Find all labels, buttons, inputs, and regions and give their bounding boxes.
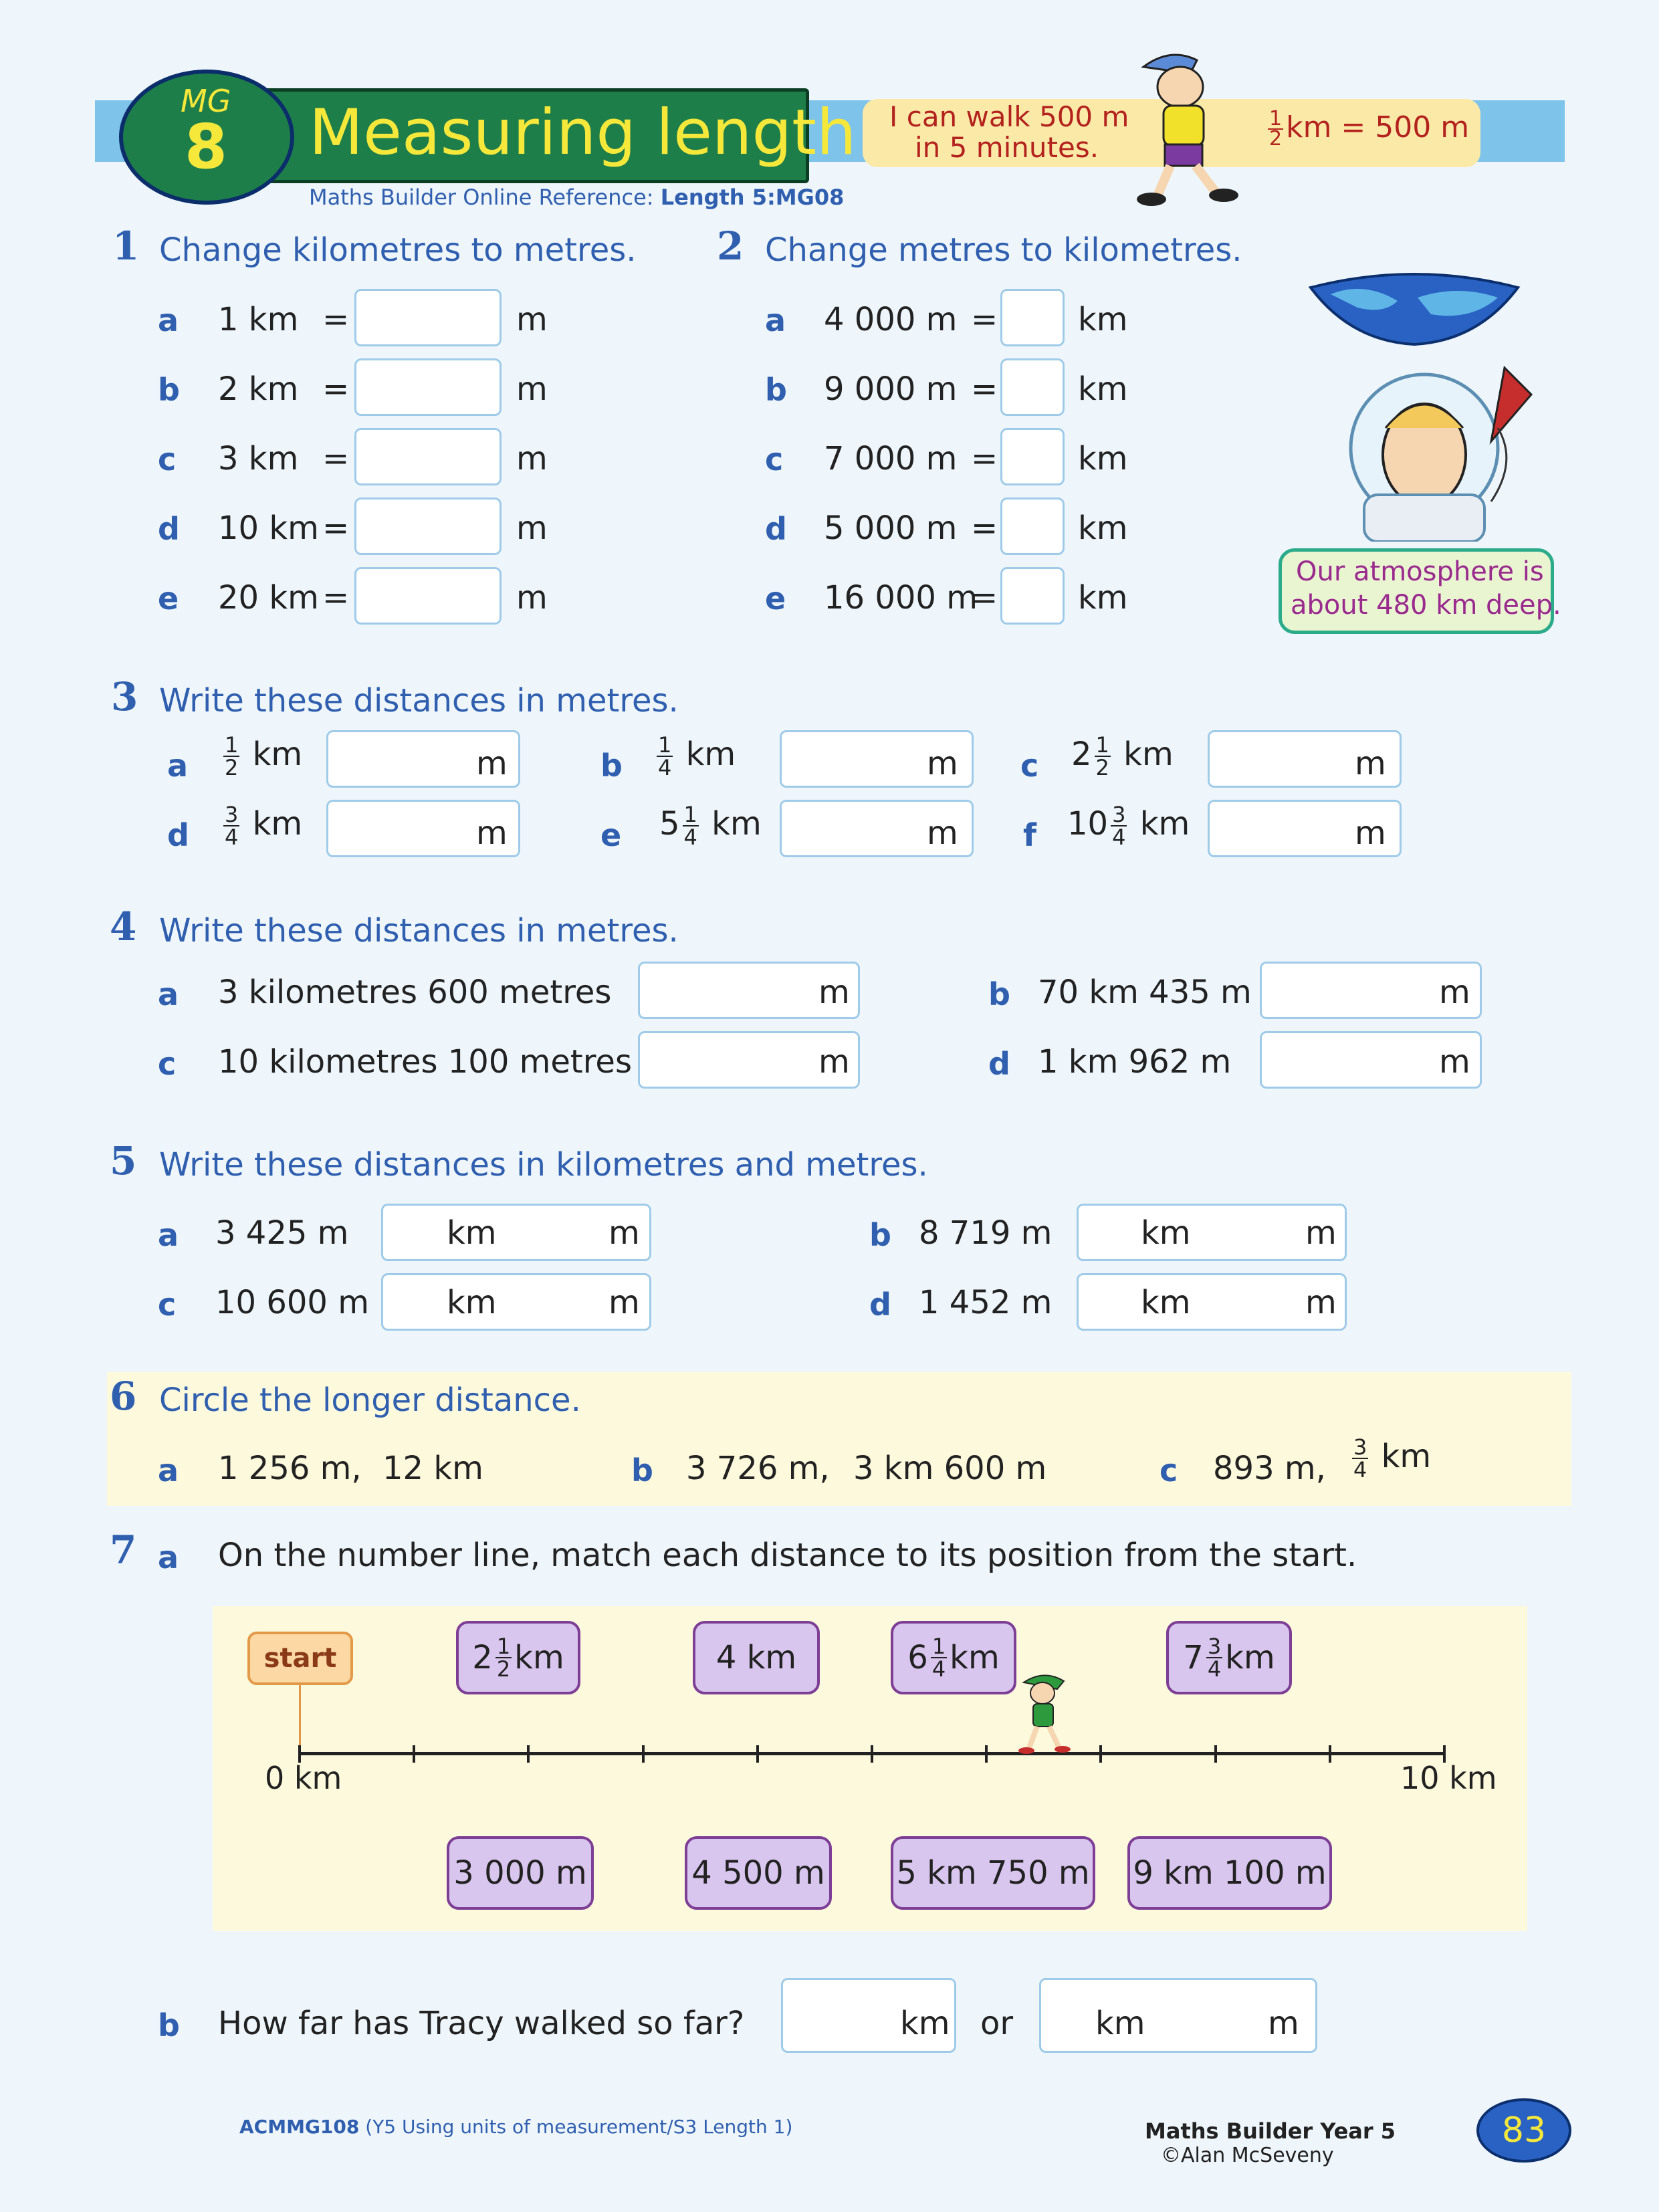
q1-b-value: 2 km — [218, 370, 299, 408]
q5-c-letter: c — [158, 1287, 177, 1323]
bottom-label-9km-100m[interactable]: 9 km 100 m — [1127, 1836, 1332, 1910]
q2-a-value: 4 000 m — [824, 301, 958, 338]
q1-instruction: Change kilometres to metres. — [159, 231, 637, 269]
number-line-tick — [1214, 1745, 1217, 1763]
q5-c-unit-km: km — [447, 1284, 497, 1321]
q1-a-eq: = — [322, 301, 350, 338]
q2-d-eq: = — [971, 510, 998, 547]
q1-e-unit: m — [516, 579, 548, 617]
q3-d-letter: d — [167, 817, 189, 853]
q4-b-letter: b — [988, 976, 1010, 1012]
q7-b-letter: b — [158, 2007, 180, 2043]
q3-f-value: 10 $\frac{3}{4}$ km — [1067, 802, 1190, 850]
q5-b-unit-m: m — [1305, 1214, 1337, 1252]
q1-a-value: 1 km — [218, 301, 299, 338]
number-line-tick — [1329, 1745, 1331, 1763]
q3-d-unit: m — [476, 814, 508, 852]
reference-label: Maths Builder Online Reference: — [309, 185, 654, 210]
q3-b-value: $\frac{1}{4}$ km — [658, 732, 736, 780]
q1-b-answer-box[interactable] — [354, 358, 502, 416]
q2-number: 2 — [717, 223, 744, 269]
q6-b-letter: b — [631, 1452, 653, 1488]
q5-a-value: 3 425 m — [215, 1214, 349, 1252]
q3-e-unit: m — [927, 814, 958, 852]
q7-number: 7 — [110, 1527, 137, 1573]
q7-b-or: or — [980, 2005, 1014, 2042]
q6-a-option1[interactable]: 1 256 m, — [218, 1450, 362, 1487]
q7-b-unit-km: km — [900, 2005, 950, 2042]
bottom-label-3000-m[interactable]: 3 000 m — [447, 1836, 594, 1910]
number-line-tick — [642, 1745, 645, 1763]
q1-number: 1 — [112, 223, 140, 269]
footer-book-title: Maths Builder Year 5 — [1145, 2118, 1396, 2144]
q2-a-letter: a — [765, 302, 786, 338]
q4-b-unit: m — [1439, 974, 1470, 1011]
q2-d-unit: km — [1078, 510, 1128, 547]
q7-a-letter: a — [158, 1539, 179, 1575]
walking-boy-illustration — [1117, 47, 1257, 207]
q2-c-unit: km — [1078, 440, 1128, 477]
q1-b-eq: = — [322, 370, 350, 408]
q2-b-eq: = — [971, 370, 998, 408]
q3-c-letter: c — [1020, 748, 1039, 784]
q2-b-answer-box[interactable] — [1000, 358, 1065, 416]
q6-c-option1[interactable]: 893 m, — [1213, 1450, 1326, 1487]
q1-a-answer-box[interactable] — [354, 289, 502, 346]
q2-c-eq: = — [971, 440, 998, 477]
astronaut-illustration — [1337, 354, 1551, 542]
q6-a-letter: a — [158, 1452, 179, 1488]
q2-a-eq: = — [971, 301, 998, 338]
q5-b-unit-km: km — [1141, 1214, 1191, 1252]
number-line-tick — [527, 1745, 530, 1763]
q3-c-value: 2 $\frac{1}{2}$ km — [1071, 732, 1174, 780]
q3-b-letter: b — [600, 748, 623, 784]
q5-a-letter: a — [158, 1217, 179, 1253]
number-line-tick — [871, 1745, 873, 1763]
q2-d-value: 5 000 m — [824, 510, 958, 547]
q3-a-letter: a — [167, 748, 189, 784]
curriculum-code: ACMMG108 — [239, 2116, 360, 2138]
q5-d-unit-km: km — [1141, 1284, 1191, 1321]
q2-c-answer-box[interactable] — [1000, 428, 1065, 485]
q1-c-eq: = — [322, 440, 350, 477]
q1-b-unit: m — [516, 370, 548, 408]
speech-text-2: in 5 minutes. — [915, 131, 1099, 164]
q1-c-letter: c — [158, 441, 177, 477]
bottom-label-5km-750m[interactable]: 5 km 750 m — [891, 1836, 1095, 1910]
reference-code[interactable]: Length 5:MG08 — [660, 185, 845, 210]
top-label-7-three-quarter-km[interactable]: 7 $\frac{3}{4}$ km — [1166, 1621, 1292, 1694]
q3-a-value: $\frac{1}{2}$ km — [225, 732, 303, 780]
start-label: start — [263, 1643, 337, 1674]
earth-atmosphere-illustration — [1304, 267, 1525, 348]
q2-d-answer-box[interactable] — [1000, 497, 1065, 555]
q1-c-unit: m — [516, 440, 548, 477]
q5-instruction: Write these distances in kilometres and metres. — [159, 1146, 928, 1184]
page-title: Measuring length — [309, 96, 857, 169]
q4-d-letter: d — [988, 1046, 1010, 1082]
q3-a-unit: m — [476, 745, 508, 782]
q4-d-value: 1 km 962 m — [1038, 1043, 1232, 1081]
speech-text-1: I can walk 500 m — [889, 100, 1129, 133]
q2-d-letter: d — [765, 511, 787, 547]
q5-number: 5 — [110, 1138, 137, 1184]
q6-a-option2[interactable]: 12 km — [382, 1450, 483, 1487]
q2-e-unit: km — [1078, 579, 1128, 617]
top-label-4-km[interactable]: 4 km — [693, 1621, 820, 1694]
q2-instruction: Change metres to kilometres. — [765, 231, 1242, 269]
q5-d-letter: d — [869, 1287, 891, 1323]
q6-number: 6 — [110, 1373, 137, 1419]
badge-number: 8 — [185, 111, 228, 183]
q2-b-letter: b — [765, 372, 787, 408]
q5-d-unit-m: m — [1305, 1284, 1337, 1321]
q4-instruction: Write these distances in metres. — [159, 912, 679, 950]
q1-d-answer-box[interactable] — [354, 497, 502, 555]
q4-c-unit: m — [818, 1043, 850, 1081]
q6-instruction: Circle the longer distance. — [159, 1381, 581, 1419]
q3-f-letter: f — [1023, 817, 1037, 853]
q1-d-letter: d — [158, 511, 180, 547]
q5-a-unit-m: m — [609, 1214, 640, 1252]
q5-c-unit-m: m — [609, 1284, 640, 1321]
q1-e-eq: = — [322, 579, 350, 617]
q1-e-letter: e — [158, 580, 179, 617]
badge-top: MG — [181, 83, 231, 119]
q1-d-unit: m — [516, 510, 548, 547]
q6-c-option2[interactable]: $\frac{3}{4}$ km — [1353, 1434, 1432, 1482]
fact-text: $\frac{1}{2}$ km = 500 m — [1269, 107, 1470, 150]
number-line-end-label: 10 km — [1400, 1760, 1497, 1796]
q2-e-eq: = — [971, 579, 998, 617]
q2-e-answer-box[interactable] — [1000, 567, 1065, 625]
astronaut-note-line2: about 480 km deep. — [1291, 590, 1561, 621]
q1-b-letter: b — [158, 372, 180, 408]
q3-c-unit: m — [1355, 745, 1386, 782]
q3-e-value: 5 $\frac{1}{4}$ km — [659, 802, 762, 850]
q3-e-letter: e — [600, 817, 622, 853]
q1-c-answer-box[interactable] — [354, 428, 502, 485]
q4-a-value: 3 kilometres 600 metres — [218, 974, 612, 1011]
q1-d-value: 10 km — [218, 510, 319, 547]
q7-a-instruction: On the number line, match each distance to its position from the start. — [218, 1537, 1357, 1574]
q2-b-unit: km — [1078, 370, 1128, 408]
q1-e-answer-box[interactable] — [354, 567, 502, 625]
q1-e-value: 20 km — [218, 579, 319, 617]
page-number: 83 — [1501, 2110, 1547, 2150]
q4-a-unit: m — [818, 974, 850, 1011]
q7-b-question: How far has Tracy walked so far? — [218, 2005, 745, 2042]
q1-c-value: 3 km — [218, 440, 299, 477]
footer-curriculum — [239, 2116, 792, 2138]
q2-e-value: 16 000 m — [824, 579, 978, 617]
q4-b-value: 70 km 435 m — [1038, 974, 1252, 1011]
q3-d-value: $\frac{3}{4}$ km — [225, 802, 303, 850]
q7-b-unit-km2: km — [1095, 2005, 1145, 2042]
page-number-badge — [1476, 2098, 1571, 2163]
q2-a-unit: km — [1078, 301, 1128, 338]
number-line-tick — [756, 1745, 759, 1763]
q6-b-option1[interactable]: 3 726 m, — [686, 1450, 830, 1487]
number-line-tick — [1099, 1745, 1102, 1763]
q3-f-unit: m — [1355, 814, 1386, 852]
q2-e-letter: e — [765, 580, 786, 617]
tracy-walker-illustration — [1010, 1669, 1077, 1756]
q4-a-letter: a — [158, 976, 179, 1012]
bottom-label-4500-m[interactable]: 4 500 m — [685, 1836, 832, 1910]
top-label-6-quarter-km[interactable]: 6 $\frac{1}{4}$ km — [891, 1621, 1016, 1694]
q5-d-value: 1 452 m — [919, 1284, 1053, 1321]
number-line-tick — [413, 1745, 415, 1763]
q5-b-letter: b — [869, 1217, 891, 1253]
q5-a-unit-km: km — [447, 1214, 497, 1252]
q2-c-value: 7 000 m — [824, 440, 958, 477]
reference-line — [309, 185, 844, 210]
q5-b-value: 8 719 m — [919, 1214, 1053, 1252]
top-label-2-half-km[interactable]: 2 $\frac{1}{2}$ km — [456, 1621, 580, 1694]
number-line-start-label: 0 km — [265, 1760, 342, 1796]
q2-b-value: 9 000 m — [824, 370, 958, 408]
q3-b-unit: m — [927, 745, 958, 782]
astronaut-note-line1: Our atmosphere is — [1296, 556, 1544, 587]
q7-b-unit-m: m — [1268, 2005, 1299, 2042]
q3-instruction: Write these distances in metres. — [159, 682, 679, 720]
q6-c-letter: c — [1159, 1452, 1178, 1488]
footer-copyright: ©Alan McSeveny — [1161, 2144, 1334, 2167]
start-tag — [247, 1632, 353, 1685]
q4-c-value: 10 kilometres 100 metres — [218, 1043, 632, 1081]
q2-a-answer-box[interactable] — [1000, 289, 1065, 346]
q1-a-unit: m — [516, 301, 548, 338]
q2-c-letter: c — [765, 441, 784, 477]
q4-number: 4 — [110, 904, 137, 950]
q6-b-option2[interactable]: 3 km 600 m — [853, 1450, 1047, 1487]
q3-number: 3 — [111, 674, 138, 720]
q4-c-letter: c — [158, 1046, 177, 1082]
q4-d-unit: m — [1439, 1043, 1470, 1081]
q5-c-value: 10 600 m — [215, 1284, 369, 1321]
q1-a-letter: a — [158, 302, 179, 338]
curriculum-desc: (Y5 Using units of measurement/S3 Length 1) — [365, 2116, 793, 2138]
q1-d-eq: = — [322, 510, 350, 547]
number-line-tick — [985, 1745, 988, 1763]
